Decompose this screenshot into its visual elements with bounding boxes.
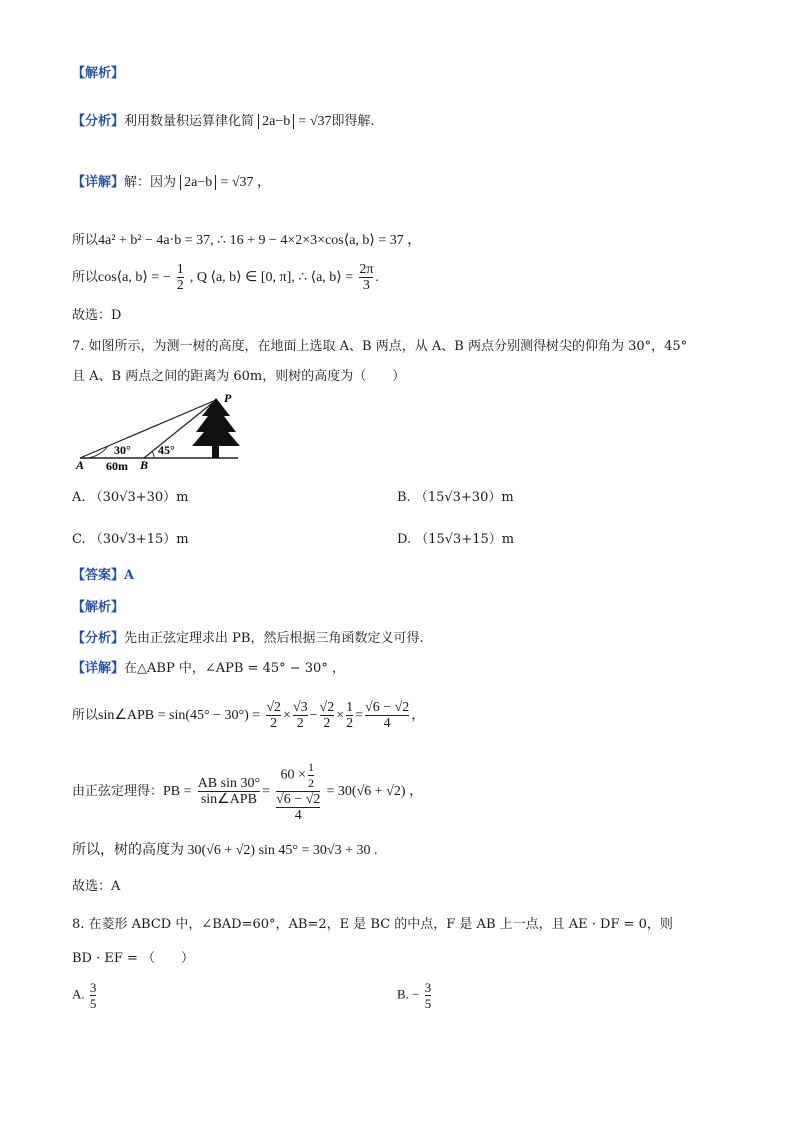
suoyi-math-1: 4a² + b² − 4a·b = 37, ∴ 16 + 9 − 4×2×3×cos⟨a, b⟩ = 37 ， (98, 233, 422, 248)
q7-option-d: D. （15√3+15）m (397, 532, 515, 547)
frac-root2-over-2: $\frac{√2}{2}$ (266, 700, 282, 731)
q7-height-line: 所以，树的高度为 30(√6 + √2) sin 45° = 30√3 + 30 . (72, 843, 378, 858)
q7-pb-line: 由正弦定理得：PB = $\frac{\text{AB sin 30°}}{\text{sin∠APB}}$ = 60 × $\frac{1}{2}$ √6 − √2 4 = 30(√6 + √2) ， (72, 760, 424, 823)
fenxi-text: 利用数量积运算律化简 (124, 114, 255, 129)
q7-answer: 【答案】A (72, 568, 135, 583)
fenxi-rhs: = √37 (298, 114, 332, 129)
q7-sin-line: 所以sin∠APB = sin(45° − 30°) = $\frac{√2}{2}$ × $\frac{√3}{2}$ − $\frac{√2}{2}$ × $\frac{1}{2}$ = $\frac{√6 - √2}{4}$ ， (72, 700, 426, 731)
q7-jiexi-heading: 【解析】 (72, 600, 125, 615)
q8-option-b: B. − $\frac{3}{5}$ (397, 980, 432, 1011)
suoyi-line-1 (72, 232, 421, 250)
suoyi-math-2b: , Q ⟨a, b⟩ ∈ [0, π], ∴ ⟨a, b⟩ = (189, 270, 354, 285)
fraction-half: $\frac{1}{2}$ (176, 262, 184, 293)
fenxi-tail: 即得解. (331, 114, 375, 129)
q7-fenxi-text: 先由正弦定理求出 PB，然后根据三角函数定义可得. (124, 631, 424, 646)
q7-fenxi-label: 【分析】 (72, 631, 125, 646)
q7-option-a: A. （30√3+30）m (72, 490, 189, 505)
frac-root2-over-2-b: $\frac{√2}{2}$ (319, 700, 335, 731)
q7-xiangjie-text: 在△ABP 中，∠APB = 45° − 30° ， (124, 661, 345, 676)
frac-one-half: $\frac{1}{2}$ (346, 700, 354, 731)
frac-result: $\frac{√6 - √2}{4}$ (365, 700, 410, 731)
label-A: A (76, 458, 85, 472)
fenxi-abs-expr: 2a−b (258, 114, 294, 129)
xiangjie-abs-expr: 2a−b (180, 175, 216, 190)
label-P: P (224, 394, 232, 405)
xiangjie-label: 【详解】 (72, 175, 125, 190)
label-B: B (140, 458, 149, 472)
q7-stem-line1: 7. 如图所示，为测一树的高度，在地面上选取 A、B 两点，从 A、B 两点分别测得树尖的仰角为 30°，45° (72, 339, 688, 354)
q7-stem-line2: 且 A、B 两点之间的距离为 60m，则树的高度为（ ） (72, 369, 406, 384)
q7-xiangjie-line (72, 660, 345, 678)
frac-pb-1: $\frac{\text{AB sin 30°}}{\text{sin∠APB}}$ (197, 776, 261, 807)
label-30-deg: 30° (114, 443, 131, 457)
fenxi-line-prev (72, 113, 375, 131)
xiangjie-line-prev (72, 174, 271, 192)
q8-option-a: A. $\frac{3}{5}$ (72, 980, 97, 1011)
label-60m: 60m (106, 459, 128, 472)
q7-fenxi-line (72, 630, 424, 648)
q7-option-b: B. （15√3+30）m (397, 490, 514, 505)
label-45-deg: 45° (158, 443, 175, 457)
frac-root3-over-2: $\frac{√3}{2}$ (292, 700, 308, 731)
xiangjie-rhs: = √37 ， (220, 175, 272, 190)
jiexi-heading-prev: 【解析】 (72, 66, 125, 81)
suoyi-prefix-1: 所以 (72, 233, 99, 248)
q8-stem-line2: BD · EF = （ ） (72, 951, 195, 966)
fenxi-label: 【分析】 (72, 114, 125, 129)
q7-xiangjie-label: 【详解】 (72, 661, 125, 676)
q8-stem-line1: 8. 在菱形 ABCD 中，∠BAD=60°，AB=2，E 是 BC 的中点，F 是 AB 上一点，且 AE · DF = 0，则 (72, 917, 673, 932)
q7-option-c: C. （30√3+15）m (72, 532, 189, 547)
answer-choice-prev: 故选：D (72, 308, 122, 323)
q7-answer-choice: 故选：A (72, 879, 121, 894)
suoyi-prefix-2: 所以 (72, 270, 99, 285)
frac-pb-2: 60 × $\frac{1}{2}$ √6 − √2 4 (276, 760, 321, 823)
fraction-two-pi-third: $\frac{2\pi}{3}$ (359, 262, 374, 293)
suoyi-math-2a: cos⟨a, b⟩ = − (98, 270, 171, 285)
suoyi-line-2: 所以cos⟨a, b⟩ = − $\frac{1}{2}$ , Q ⟨a, b⟩ ∈ [0, π], ∴ ⟨a, b⟩ = $\frac{2\pi}{3}$ . (72, 262, 379, 293)
xiangjie-text: 解：因为 (124, 175, 177, 190)
q7-tree-figure (74, 394, 244, 472)
